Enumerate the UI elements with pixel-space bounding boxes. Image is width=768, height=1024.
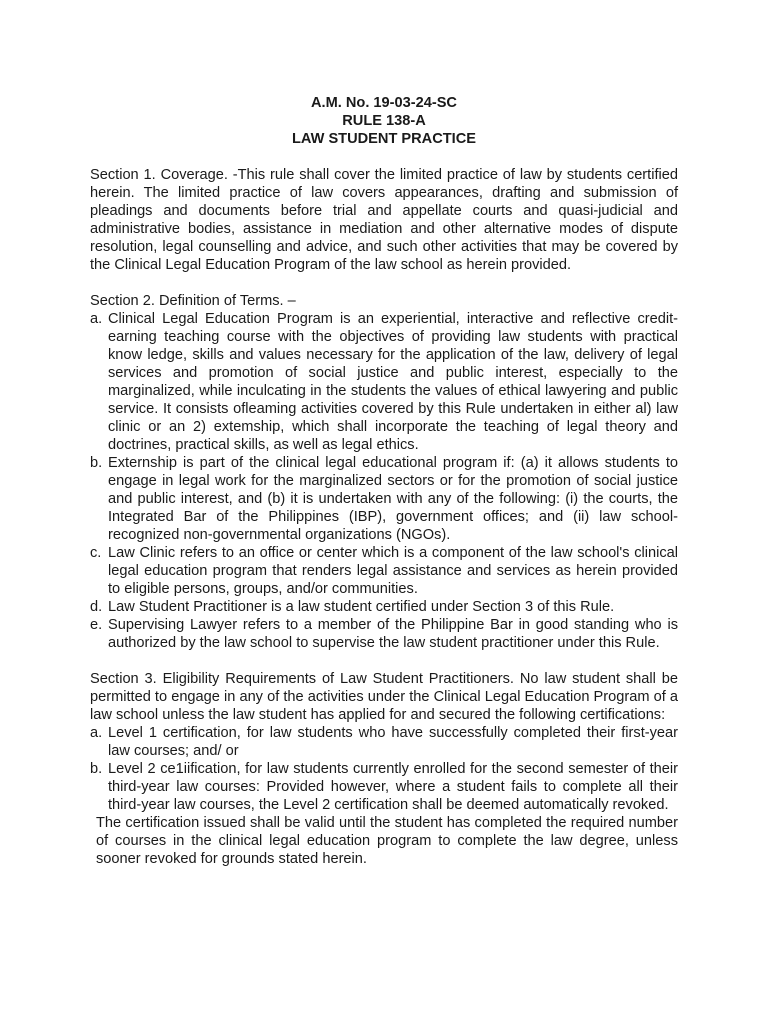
list-marker: a. [90,311,103,327]
document-title: LAW STUDENT PRACTICE [291,131,477,147]
list-item-text: Clinical Legal Education Program is an experiential, interactive and reflective credit-earning teaching course with the objectives of providing law students with practical know ledge, skills and values necessary for the application of the law, delivery of legal services and promotion of social justice and public interest, especially to the marginalized, while inculcating in the students the values of ethical lawyering and public service. It consists ofleaming activities covered by this Rule undertaken in either al) law clinic or an 2) extemship, which shall incorporate the teaching of legal theory and doctrines, practical skills, as well as legal ethics. [108,311,678,453]
list-marker: e. [90,617,103,633]
list-item [90,544,678,598]
section-2-heading: Section 2. Definition of Terms. – [90,293,296,309]
section-2 [90,292,678,652]
list-item-text: Level 2 ce1iification, for law students currently enrolled for the second semester of their third-year law courses: Provided however, where a student fails to complete all their third-year law courses, the Level 2 certification shall be deemed automatically revoked. [108,761,678,813]
document-page [90,94,678,886]
list-item [90,616,678,652]
section-3-intro: Section 3. Eligibility Requirements of Law Student Practitioners. No law student shall be permitted to engage in any of the activities under the Clinical Legal Education Program of a law school unless the law student has applied for and secured the following certifications: [90,671,678,723]
list-item [90,724,678,760]
list-item-text: Law Student Practitioner is a law student certified under Section 3 of this Rule. [108,599,615,615]
list-item-text: Level 1 certification, for law students who have successfully completed their first-year law courses; and/ or [108,725,678,759]
certification-list [90,724,678,814]
section-1-text: Section 1. Coverage. -This rule shall cover the limited practice of law by students certified herein. The limited practice of law covers appearances, drafting and submission of pleadings and documents before trial and appellate courts and quasi-judicial and administrative bodies, assistance in mediation and other alternative modes of dispute resolution, legal counselling and advice, and such other activities that may be covered by the Clinical Legal Education Program of the law school as herein provided. [90,167,678,273]
section-3 [90,670,678,868]
list-marker: c. [90,545,102,561]
list-marker: a. [90,725,103,741]
list-item [90,310,678,454]
docket-number: A.M. No. 19-03-24-SC [311,95,457,111]
list-item [90,598,678,616]
section-1 [90,166,678,274]
section-3-closing: The certification issued shall be valid until the student has completed the required number of courses in the clinical legal education program to complete the law degree, unless sooner revoked for grounds stated herein. [96,815,678,867]
list-item-text: Externship is part of the clinical legal educational program if: (a) it allows students to engage in legal work for the marginalized sectors or for the promotion of social justice and public interest, and (b) it is undertaken with any of the following: (i) the courts, the Integrated Bar of the Philippines (IBP), government offices; and (ii) law school-recognized non-governmental organizations (NGOs). [108,455,678,543]
list-item [90,760,678,814]
rule-number: RULE 138-A [342,113,426,129]
list-item-text: Law Clinic refers to an office or center which is a component of the law school's clinical legal education program that renders legal assistance and services as herein provided to eligible persons, groups, and/or communities. [108,545,678,597]
list-item-text: Supervising Lawyer refers to a member of the Philippine Bar in good standing who is authorized by the law school to supervise the law student practitioner under this Rule. [108,617,678,651]
list-marker: b. [90,455,103,471]
document-heading [90,94,678,148]
list-marker: d. [90,599,103,615]
definitions-list [90,310,678,652]
list-item [90,454,678,544]
list-marker: b. [90,761,103,777]
